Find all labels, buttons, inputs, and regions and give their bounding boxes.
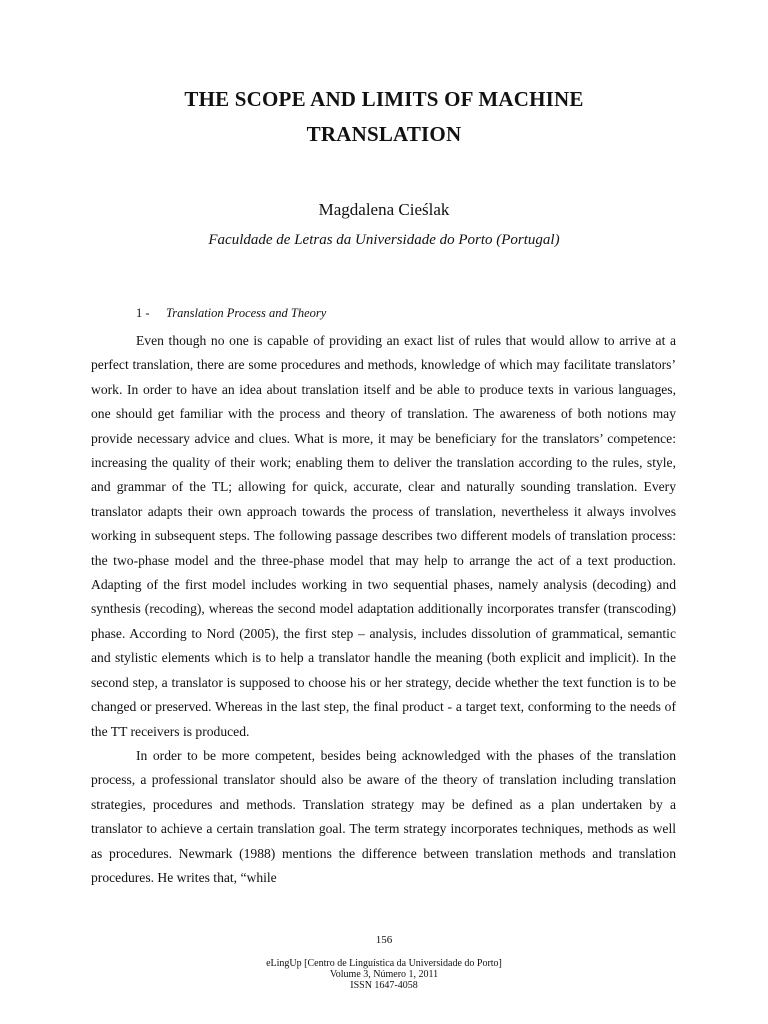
footer-journal: eLingUp [Centro de Linguística da Universidade do Porto] — [266, 958, 502, 969]
page-number: 156 — [375, 934, 393, 946]
footer-volume: Volume 3, Número 1, 2011 — [329, 969, 439, 980]
page-footer — [90, 958, 678, 991]
title-line-1: THE SCOPE AND LIMITS OF MACHINE — [184, 87, 584, 111]
paragraph: In order to be more competent, besides being acknowledged with the phases of the translation process, a professional translator should also be aware of the theory of translation including translation strategies, procedures and methods. Translation strategy may be defined as a plan undertaken by a translator to achieve a certain translation goal. The term strategy incorporates techniques, methods as well as procedures. Newmark (1988) mentions the difference between translation methods and translation procedures. He writes that, “while — [91, 747, 676, 885]
paper-title — [90, 82, 678, 152]
title-line-2: TRANSLATION — [306, 122, 462, 146]
footer-issn: ISSN 1647-4058 — [350, 980, 418, 991]
section-heading — [136, 305, 326, 321]
author-affiliation: Faculdade de Letras da Universidade do Porto (Portugal) — [208, 232, 560, 248]
body-text — [91, 329, 676, 890]
section-number: 1 - — [136, 306, 150, 320]
paragraph: Even though no one is capable of providing an exact list of rules that would allow to arrive at a perfect translation, there are some procedures and methods, knowledge of which may facilitate translators’ work. In order to have an idea about translation itself and be able to produce texts in various languages, one should get familiar with the process and theory of translation. The awareness of both notions may provide necessary advice and clues. What is more, it may be beneficiary for the translators’ competence: increasing the quality of their work; enabling them to deliver the translation according to the rules, style, and grammar of the TL; allowing for quick, accurate, clear and naturally sounding translation. Every translator adapts their own approach towards the process of translation, nevertheless it always involves working in subsequent steps. The following passage describes two different models of translation process: the two-phase model and the three-phase model that may help to arrange the act of a text production. Adapting of the first model includes working in two sequential phases, namely analysis (decoding) and synthesis (recoding), whereas the second model adaptation additionally incorporates transfer (transcoding) phase. According to Nord (2005), the first step – analysis, includes dissolution of grammatical, semantic and stylistic elements which is to help a translator handle the meaning (both explicit and implicit). In the second step, a translator is supposed to choose his or her strategy, decide whether the text function is to be changed or preserved. Whereas in the last step, the final product - a target text, conforming to the needs of the TT receivers is produced. — [91, 333, 676, 739]
author-name: Magdalena Cieślak — [318, 200, 450, 219]
section-title: Translation Process and Theory — [166, 306, 327, 320]
